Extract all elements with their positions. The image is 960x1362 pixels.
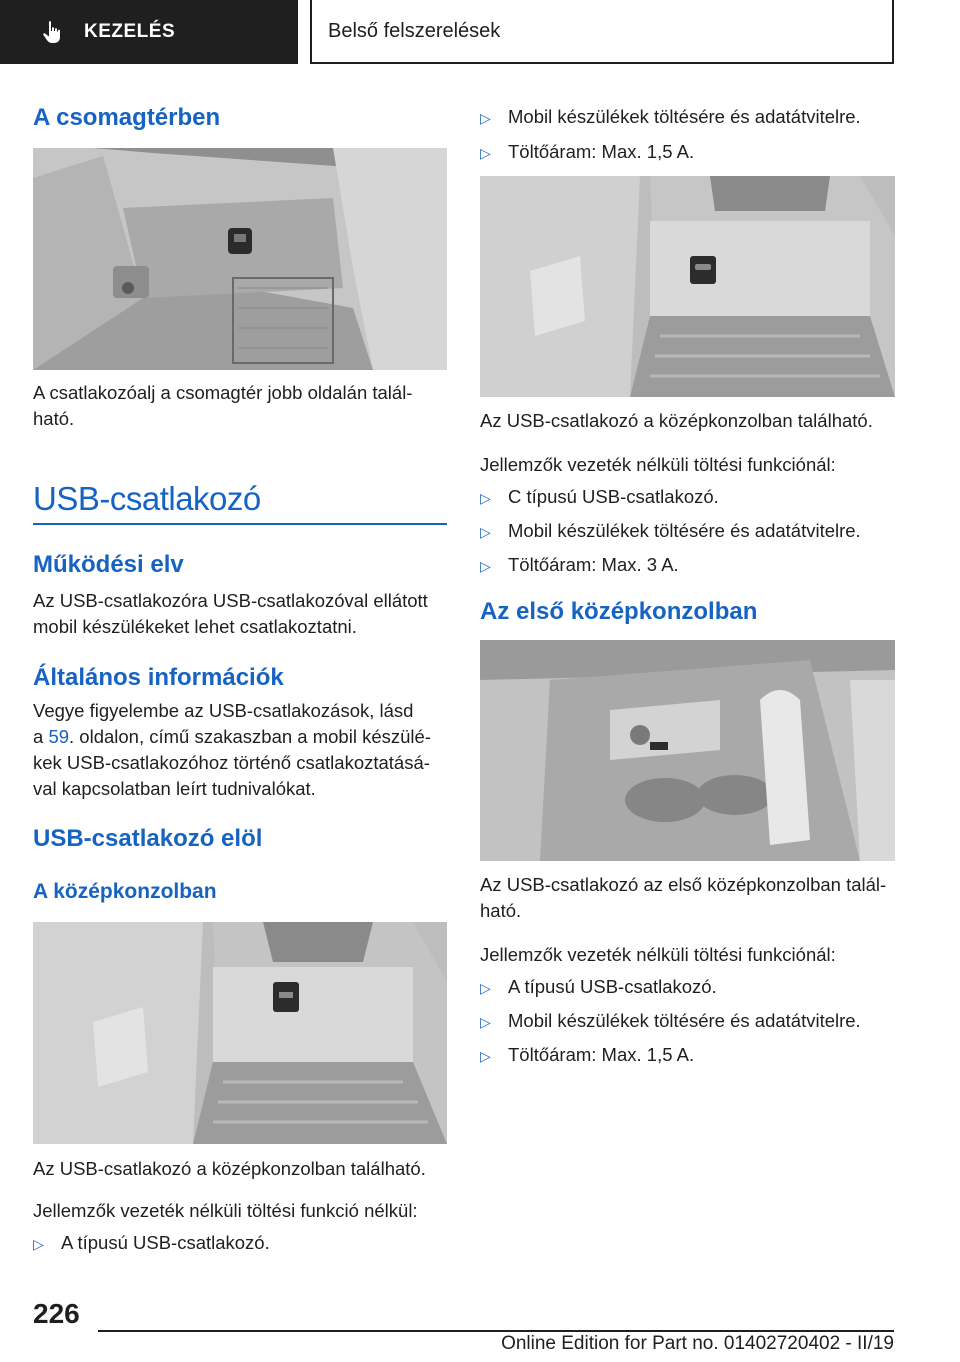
triangle-right-icon: ▷: [33, 1236, 44, 1252]
general-line-4: val kapcsolatban leírt tudnivalókat.: [33, 778, 316, 799]
heading-console: A középkonzolban: [33, 880, 217, 903]
heading-rule: [33, 523, 447, 525]
list-item-text: Mobil készülékek töltésére és adatátvitelre.: [508, 106, 861, 127]
principle-line-1: Az USB-csatlakozóra USB-csatlakozóval ellátott: [33, 590, 428, 611]
caption-front: [480, 872, 895, 924]
heading-principle: Működési elv: [33, 551, 184, 578]
triangle-right-icon: ▷: [480, 110, 491, 126]
features-with: Jellemzők vezeték nélküli töltési funkciónál:: [480, 454, 836, 475]
list-item: [480, 484, 895, 511]
caption-trunk-line-2: ható.: [33, 408, 75, 429]
triangle-right-icon: ▷: [480, 1048, 491, 1064]
figure-front-console: [480, 640, 895, 861]
heading-front-console: Az első középkonzolban: [480, 598, 758, 625]
figure-console-usb-a: [33, 922, 447, 1144]
list-with: [480, 484, 895, 579]
list-item: [33, 1230, 447, 1257]
footer-edition: Online Edition for Part no. 01402720402 - II/19: [501, 1333, 894, 1354]
list-item-text: Mobil készülékek töltésére és adatátvitelre.: [508, 520, 861, 541]
features-with-2: Jellemzők vezeték nélküli töltési funkciónál:: [480, 944, 836, 965]
list-without: [33, 1230, 447, 1257]
list-item: [480, 104, 895, 131]
caption-trunk: [33, 380, 447, 432]
list-item: [480, 1042, 895, 1069]
heading-general: Általános információk: [33, 664, 284, 691]
list-item-text: Töltőáram: Max. 3 A.: [508, 554, 679, 575]
caption-front-line-2: ható.: [480, 900, 522, 921]
paragraph-principle: [33, 588, 447, 640]
general-line-2-suffix: . oldalon, című szakaszban a mobil készülé-: [69, 726, 431, 747]
list-item-text: Töltőáram: Max. 1,5 A.: [508, 141, 695, 162]
list-item: [480, 552, 895, 579]
triangle-right-icon: ▷: [480, 145, 491, 161]
triangle-right-icon: ▷: [480, 490, 491, 506]
list-item-text: Töltőáram: Max. 1,5 A.: [508, 1044, 695, 1065]
list-top: [480, 104, 895, 166]
chapter-tab: [310, 0, 894, 64]
page-number: 226: [33, 1298, 80, 1329]
triangle-right-icon: ▷: [480, 558, 491, 574]
page-link[interactable]: 59: [48, 726, 70, 747]
caption-console-right: Az USB-csatlakozó a középkonzolban található.: [480, 410, 873, 431]
caption-front-line-1: Az USB-csatlakozó az első középkonzolban talál-: [480, 874, 887, 895]
triangle-right-icon: ▷: [480, 524, 491, 540]
list-item-text: C típusú USB-csatlakozó.: [508, 486, 719, 507]
paragraph-general: [33, 698, 447, 802]
footer-rule: [98, 1330, 894, 1332]
features-without: Jellemzők vezeték nélküli töltési funkció nélkül:: [33, 1200, 418, 1221]
caption-console: Az USB-csatlakozó a középkonzolban található.: [33, 1158, 426, 1179]
general-line-2: [33, 724, 447, 750]
principle-line-2: mobil készülékeket lehet csatlakoztatni.: [33, 616, 357, 637]
list-item-text: Mobil készülékek töltésére és adatátvitelre.: [508, 1010, 861, 1031]
general-line-3: kek USB-csatlakozóhoz történő csatlakoztatásá-: [33, 752, 430, 773]
heading-front: USB-csatlakozó elöl: [33, 825, 263, 852]
list-item: [480, 518, 895, 545]
section-title: KEZELÉS: [84, 21, 176, 42]
section-tab: [0, 0, 298, 64]
general-line-2-prefix: a: [33, 726, 49, 747]
list-item-text: A típusú USB-csatlakozó.: [508, 976, 717, 997]
general-line-1: Vegye figyelembe az USB-csatlakozások, lásd: [33, 700, 414, 721]
figure-trunk-socket: [33, 148, 447, 370]
list-item: [480, 1008, 895, 1035]
hand-pointer-icon: [40, 19, 66, 45]
list-item: [480, 974, 895, 1001]
list-item: [480, 139, 895, 166]
figure-console-usb-c: [480, 176, 895, 397]
triangle-right-icon: ▷: [480, 980, 491, 996]
heading-trunk: A csomagtérben: [33, 104, 221, 131]
list-with-2: [480, 974, 895, 1069]
caption-trunk-line-1: A csatlakozóalj a csomagtér jobb oldalán talál-: [33, 382, 413, 403]
chapter-title: Belső felszerelések: [328, 19, 501, 42]
chapter-heading-usb: USB-csatlakozó: [33, 480, 261, 517]
triangle-right-icon: ▷: [480, 1014, 491, 1030]
list-item-text: A típusú USB-csatlakozó.: [61, 1232, 270, 1253]
